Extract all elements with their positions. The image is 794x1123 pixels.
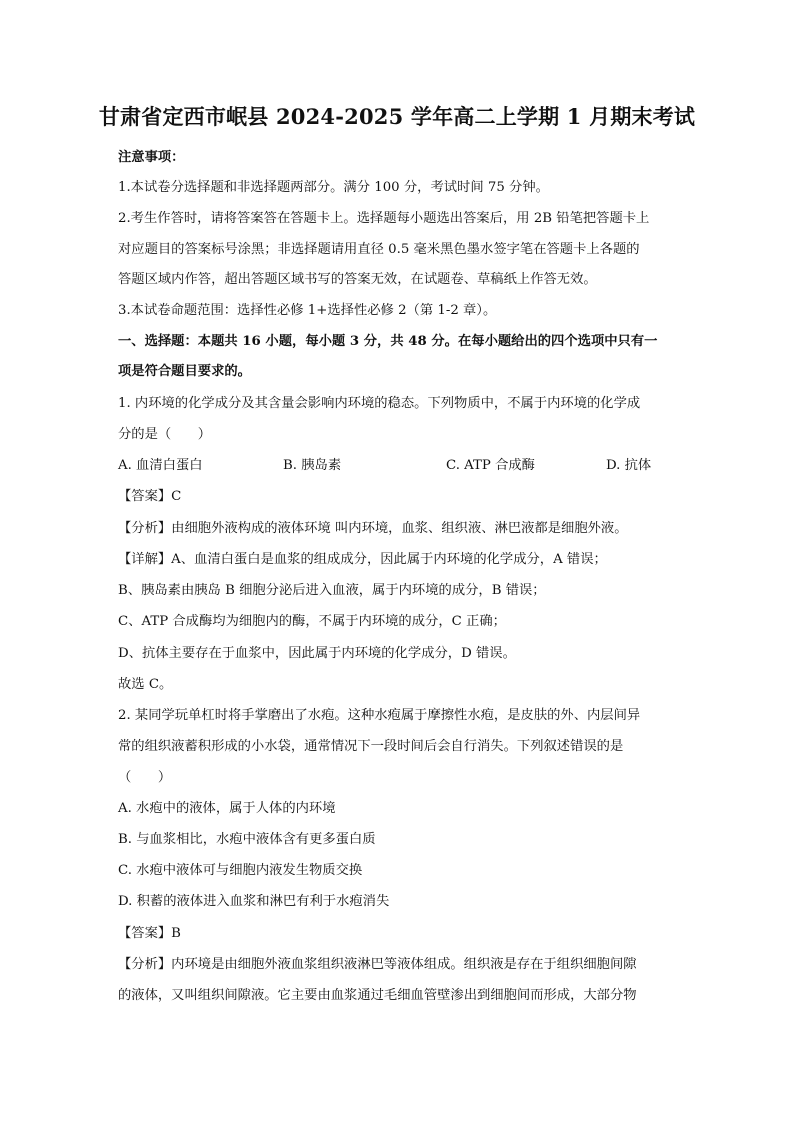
question-1-conclusion: 故选 C。 [118,677,173,692]
section-heading: 一、选择题：本题共 16 小题，每小题 3 分，共 48 分。在每小题给出的四个选项中只有一 [118,334,658,349]
question-1-option-b: B. 胰岛素 [283,458,342,473]
notice-line: 对应题目的答案标号涂黑；非选择题请用直径 0.5 毫米黑色墨水签字笔在答题卡上各题的 [118,242,640,257]
question-2-option-b: B. 与血浆相比，水疱中液体含有更多蛋白质 [118,832,376,847]
notice-line: 1.本试卷分选择题和非选择题两部分。满分 100 分，考试时间 75 分钟。 [118,180,549,195]
question-1-detail: B、胰岛素由胰岛 B 细胞分泌后进入血液，属于内环境的成分，B 错误； [118,583,546,598]
notice-line: 答题区域内作答，超出答题区域书写的答案无效，在试题卷、草稿纸上作答无效。 [118,272,597,287]
notice-heading: 注意事项： [118,150,185,165]
section-heading: 项是符合题目要求的。 [118,364,251,379]
question-1-detail: D、抗体主要存在于血浆中，因此属于内环境的化学成分，D 错误。 [118,646,516,661]
question-1-stem: 1. 内环境的化学成分及其含量会影响内环境的稳态。下列物质中，不属于内环境的化学成 [118,396,641,411]
question-2-analysis: 的液体，又叫组织间隙液。它主要由血浆通过毛细血管壁渗出到细胞间而形成，大部分物 [118,988,637,1003]
question-1-stem: 分的是（ ） [118,427,212,442]
question-2-analysis: 【分析】内环境是由细胞外液血浆组织液淋巴等液体组成。组织液是存在于组织细胞间隙 [118,957,637,972]
notice-line: 3.本试卷命题范围：选择性必修 1+选择性必修 2（第 1-2 章）。 [118,303,497,318]
exam-title: 甘肃省定西市岷县 2024-2025 学年高二上学期 1 月期末考试 [98,104,696,129]
question-2-option-d: D. 积蓄的液体进入血浆和淋巴有利于水疱消失 [118,894,390,909]
question-2-stem: 2. 某同学玩单杠时将手掌磨出了水疱。这种水疱属于摩擦性水疱，是皮肤的外、内层间异 [118,708,641,723]
question-2-option-a: A. 水疱中的液体，属于人体的内环境 [118,801,336,816]
question-2-answer: 【答案】B [118,926,181,941]
question-1-detail: 【详解】A、血清白蛋白是血浆的组成成分，因此属于内环境的化学成分，A 错误； [118,552,607,567]
question-1-detail: C、ATP 合成酶均为细胞内的酶，不属于内环境的成分，C 正确； [118,614,506,629]
question-2-option-c: C. 水疱中液体可与细胞内液发生物质交换 [118,863,363,878]
question-1-option-a: A. 血清白蛋白 [118,458,203,473]
notice-line: 2.考生作答时，请将答案答在答题卡上。选择题每小题选出答案后，用 2B 铅笔把答题卡上 [118,211,650,226]
question-1-answer: 【答案】C [118,489,182,504]
question-1-option-d: D. 抗体 [606,458,652,473]
question-2-stem: （ ） [118,770,172,785]
question-1-analysis: 【分析】由细胞外液构成的液体环境 叫内环境，血浆、组织液、淋巴液都是细胞外液。 [118,521,628,536]
question-1-option-c: C. ATP 合成酶 [446,458,535,473]
question-2-stem: 常的组织液蓄积形成的小水袋，通常情况下一段时间后会自行消失。下列叙述错误的是 [118,739,624,754]
